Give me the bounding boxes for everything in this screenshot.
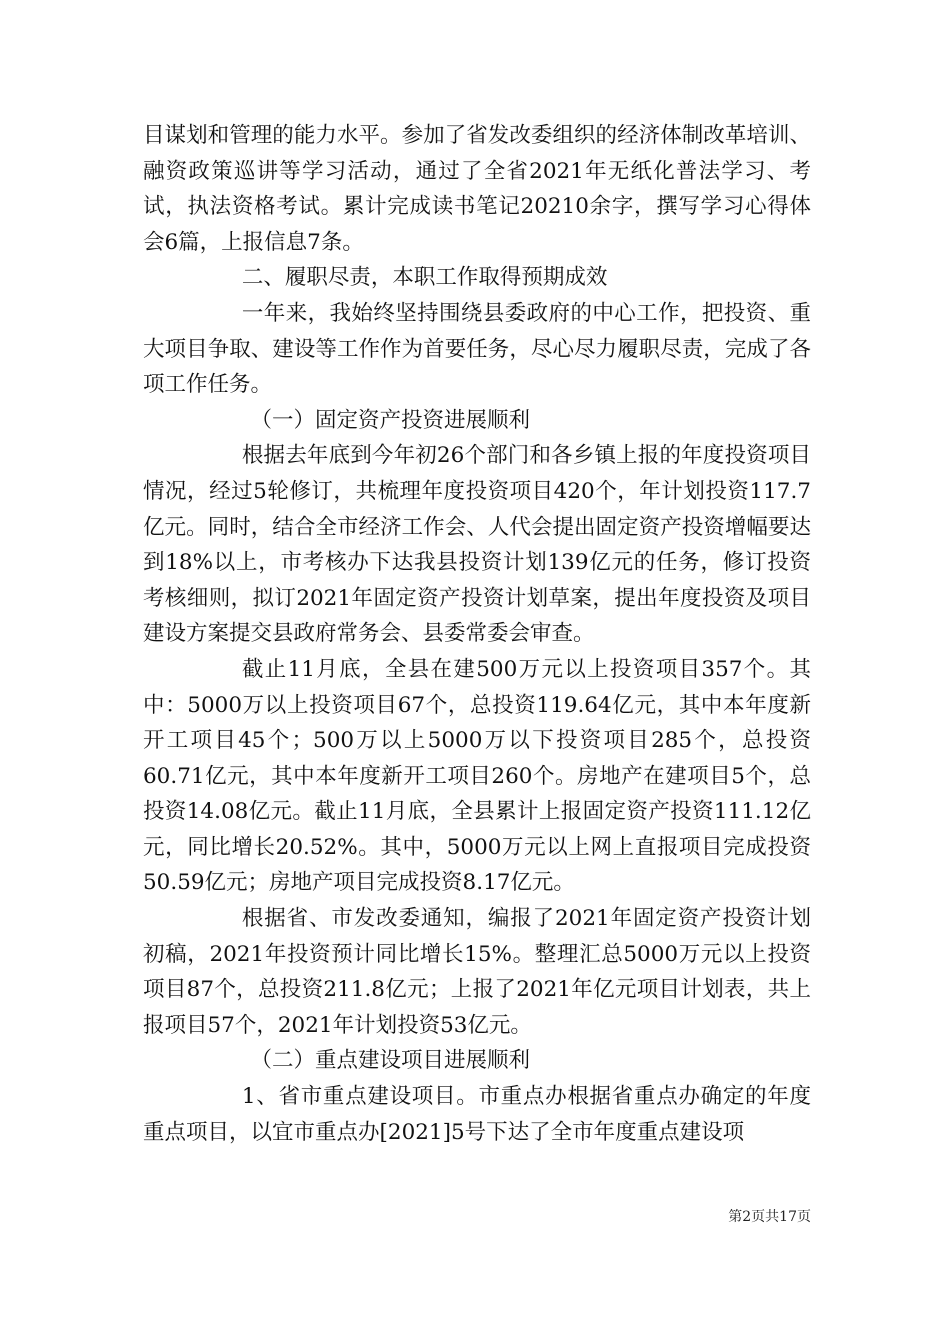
subsection-heading: （二）重点建设项目进展顺利 [250,1048,531,1074]
paragraph: 根据省、市发改委通知，编报了2021年固定资产投资计划初稿，2021年投资预计同比增长15%。整理汇总5000万元以上投资项目87个，总投资211.8亿元；上报了2021年亿元项目计划表，共上报项目57个，2021年计划投资53亿元。 [143,906,811,1038]
document-body [143,118,811,1150]
paragraph: 1、省市重点建设项目。市重点办根据省重点办确定的年度重点项目，以宜市重点办[2021]5号下达了全市年度重点建设项 [143,1084,811,1145]
paragraph-continued: 目谋划和管理的能力水平。参加了省发改委组织的经济体制改革培训、融资政策巡讲等学习活动，通过了全省2021年无纸化普法学习、考试，执法资格考试。累计完成读书笔记20210余字，撰写学习心得体会6篇，上报信息7条。 [143,123,811,255]
page-number: 第2页共17页 [728,1209,811,1225]
section-heading: 二、履职尽责，本职工作取得预期成效 [241,265,608,291]
paragraph: 一年来，我始终坚持围绕县委政府的中心工作，把投资、重大项目争取、建设等工作作为首要任务，尽心尽力履职尽责，完成了各项工作任务。 [143,300,811,398]
paragraph: 根据去年底到今年初26个部门和各乡镇上报的年度投资项目情况，经过5轮修订，共梳理年度投资项目420个，年计划投资117.7亿元。同时，结合全市经济工作会、人代会提出固定资产投资增幅要达到18%以上，市考核办下达我县投资计划139亿元的任务，修订投资考核细则，拟订2021年固定资产投资计划草案，提出年度投资及项目建设方案提交县政府常务会、县委常委会审查。 [143,443,811,647]
subsection-heading: （一）固定资产投资进展顺利 [250,407,531,433]
paragraph: 截止11月底，全县在建500万元以上投资项目357个。其中：5000万以上投资项目67个，总投资119.64亿元，其中本年度新开工项目45个；500万以上5000万以下投资项目285个，总投资60.71亿元，其中本年度新开工项目260个。房地产在建项目5个，总投资14.08亿元。截止11月底，全县累计上报固定资产投资111.12亿元，同比增长20.52%。其中，5000万元以上网上直报项目完成投资50.59亿元；房地产项目完成投资8.17亿元。 [143,656,811,896]
